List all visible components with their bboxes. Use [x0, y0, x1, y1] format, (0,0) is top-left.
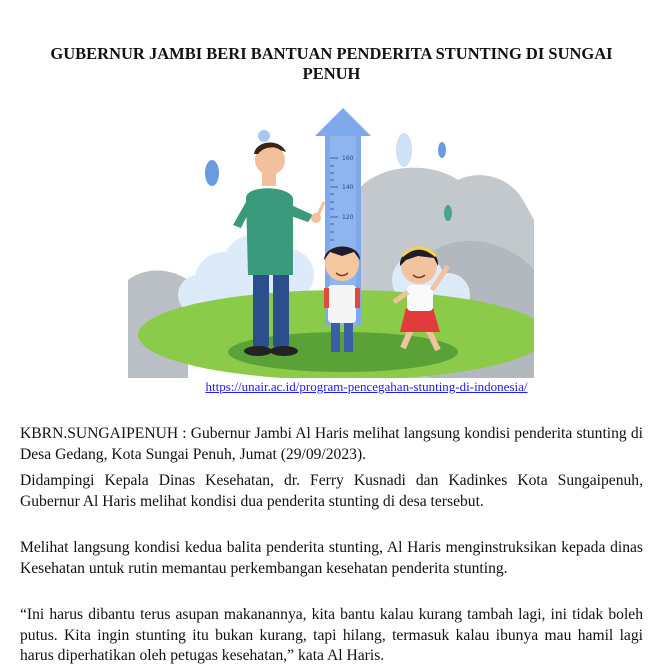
ruler-tick-140: 140 [342, 184, 354, 191]
article-paragraph: Didampingi Kepala Dinas Kesehatan, dr. Ferry Kusnadi dan Kadinkes Kota Sungaipenuh, Gubernur Al Haris melihat kondisi dua penderita stunting di desa tersebut. [20, 472, 643, 510]
article-paragraph: “Ini harus dibantu terus asupan makanannya, kita bantu kalau kurang tambah lagi, ini tidak boleh putus. Kita ingin stunting itu bukan kurang, tapi hilang, termasuk kalau ibunya mau hamil lagi harus diperhatikan oleh petugas kesehatan,” kata Al Haris. [20, 606, 643, 664]
article-paragraph: Melihat langsung kondisi kedua balita penderita stunting, Al Haris menginstruksikan kepada dinas Kesehatan untuk rutin memantau perkembangan kesehatan penderita stunting. [20, 539, 643, 577]
article-title: GUBERNUR JAMBI BERI BANTUAN PENDERITA STUNTING DI SUNGAI PENUH [50, 44, 613, 84]
height-measurement-illustration [128, 80, 534, 378]
article-paragraph: KBRN.SUNGAIPENUH : Gubernur Jambi Al Haris melihat langsung kondisi penderita stunting di Desa Gedang, Kota Sungai Penuh, Jumat (29/09/2023). [20, 425, 643, 463]
ruler-tick-160: 160 [342, 155, 354, 162]
image-source-caption [20, 379, 663, 395]
image-source-link[interactable]: https://unair.ac.id/program-pencegahan-stunting-di-indonesia/ [205, 379, 528, 394]
ruler-tick-120: 120 [342, 214, 354, 221]
